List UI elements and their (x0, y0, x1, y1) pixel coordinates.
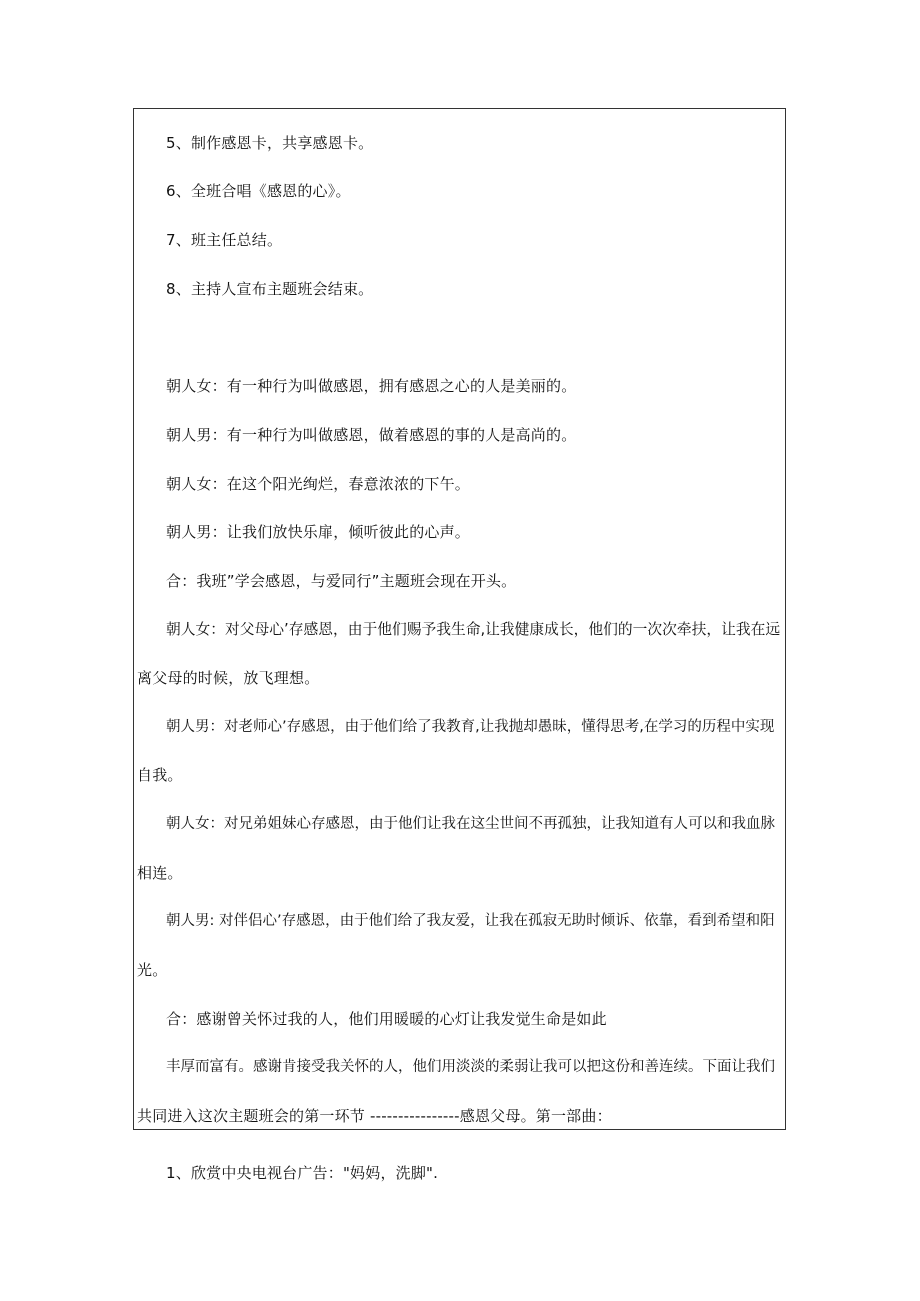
script-line: 丰厚而富有。感谢肯接受我关怀的人，他们用淡淡的柔弱让我可以把这份和善连续。下面让我们 (166, 1059, 775, 1075)
step-6: 6、全班合唱《感恩的心》。 (166, 182, 351, 200)
document-table-frame (133, 108, 786, 1130)
script-line: 朝人女：对兄弟姐妹心存感恩，由于他们让我在这尘世间不再孤独，让我知道有人可以和我血脉 (166, 816, 775, 832)
script-line: 朝人女：在这个阳光绚烂，春意浓浓的下午。 (166, 475, 471, 493)
script-line: 朝人女：有一种行为叫做感恩，拥有感恩之心的人是美丽的。 (166, 377, 577, 395)
script-line: 离父母的时候，放飞理想。 (137, 669, 320, 687)
script-line: 朝人女：对父母心’存感恩，由于他们赐予我生命,让我健康成长，他们的一次次牵扶，让我在远 (166, 621, 781, 638)
script-line: 朝人男：对老师心’存感恩，由于他们给了我教育,让我抛却愚昧，懂得思考,在学习的历程中实现 (166, 719, 775, 735)
script-line: 共同进入这次主题班会的第一环节 ----------------感恩父母。第一部曲： (137, 1107, 612, 1125)
script-line: 合：我班”学会感恩，与爱同行”主题班会现在开头。 (166, 572, 517, 590)
script-line: 合：感谢曾关怀过我的人，他们用暖暖的心灯让我发觉生命是如此 (166, 1010, 607, 1028)
script-line: 朝人男: 对伴侣心’存感恩，由于他们给了我友爱，让我在孤寂无助时倾诉、依靠，看到希望和阳 (166, 913, 775, 929)
script-line: 相连。 (137, 864, 183, 882)
script-line: 光。 (137, 961, 168, 979)
activity-item: 1、欣赏中央电视台广告："妈妈，洗脚". (166, 1164, 439, 1182)
step-7: 7、班主任总结。 (166, 231, 283, 249)
script-line: 自我。 (137, 766, 183, 784)
script-line: 朝人男：有一种行为叫做感恩，做着感恩的事的人是高尚的。 (166, 426, 577, 444)
script-line: 朝人男：让我们放快乐扉，倾听彼此的心声。 (166, 523, 471, 541)
step-8: 8、主持人宣布主题班会结束。 (166, 280, 374, 298)
step-5: 5、制作感恩卡，共享感恩卡。 (166, 134, 374, 152)
